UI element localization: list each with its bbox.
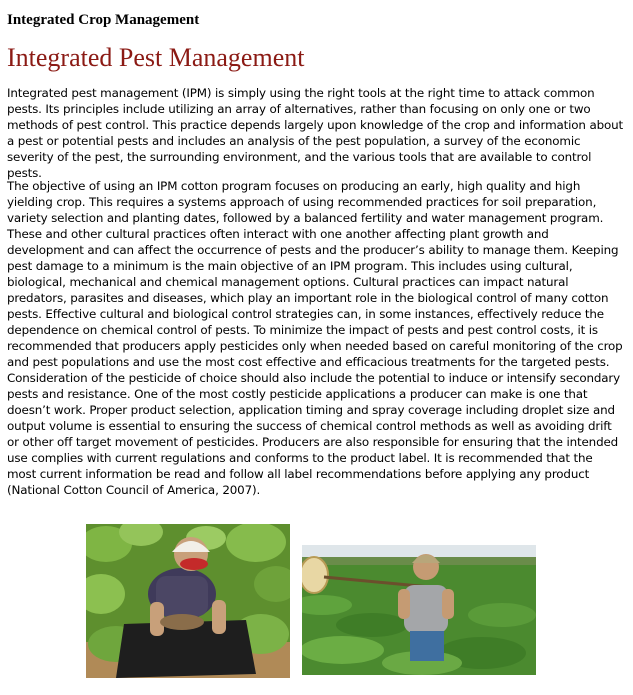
page-title: Integrated Pest Management xyxy=(7,43,305,72)
breadcrumb[interactable]: Integrated Crop Management xyxy=(7,12,200,28)
photo-sweep-net-in-field xyxy=(302,545,536,675)
sweep-net-photo xyxy=(302,545,536,695)
photo-scouting-cotton-with-drop-cloth xyxy=(86,524,290,678)
intro-paragraph: Integrated pest management (IPM) is simply using the right tools at the right time to attack common pests. Its principles include utilizing an array of alternatives, rather than focusing on only one or two methods of pest control. This practice depends largely upon knowledge of the crop and information about a pest or potential pests and includes an analysis of the pest population, a survey of the economic severity of the pest, the surrounding environment, and the various tools that are available to control pests. xyxy=(7,86,624,180)
drop-cloth-scouting-photo xyxy=(86,524,290,678)
objective-paragraph: The objective of using an IPM cotton program focuses on producing an early, high quality and high yielding crop. This requires a systems approach of using recommended practices for soil preparation, variety selection and planting dates, followed by a balanced fertility and water management program. These and other cultural practices often interact with one another affecting plant growth and development and can affect the occurrence of pests and the producer’s ability to manage them. Keeping pest damage to a minimum is the main objective of an IPM program. This includes using cultural, biological, mechanical and chemical management options. Cultural practices can impact natural predators, parasites and diseases, which play an important role in the biological control of many cotton pests. Effective cultural and biological control strategies can, in some instances, effectively reduce the dependence on chemical control of pests. To minimize the impact of pests and pest control costs, it is recommended that producers apply pesticides only when needed based on careful monitoring of the crop and pest populations and use the most cost effective and efficacious treatments for the targeted pests. Consideration of the pesticide of choice should also include the potential to induce or intensify secondary pests and resistance. One of the most costly pesticide applications a producer can make is one that doesn’t work. Proper product selection, application timing and spray coverage including droplet size and output volume is essential to ensuring the success of chemical control methods as well as avoiding drift or other off target movement of pesticides. Producers are also responsible for ensuring that the intended use complies with current regulations and conforms to the product label. It is recommended that the most current information be read and follow all label recommendations before applying any product (National Cotton Council of America, 2007). xyxy=(7,179,623,497)
